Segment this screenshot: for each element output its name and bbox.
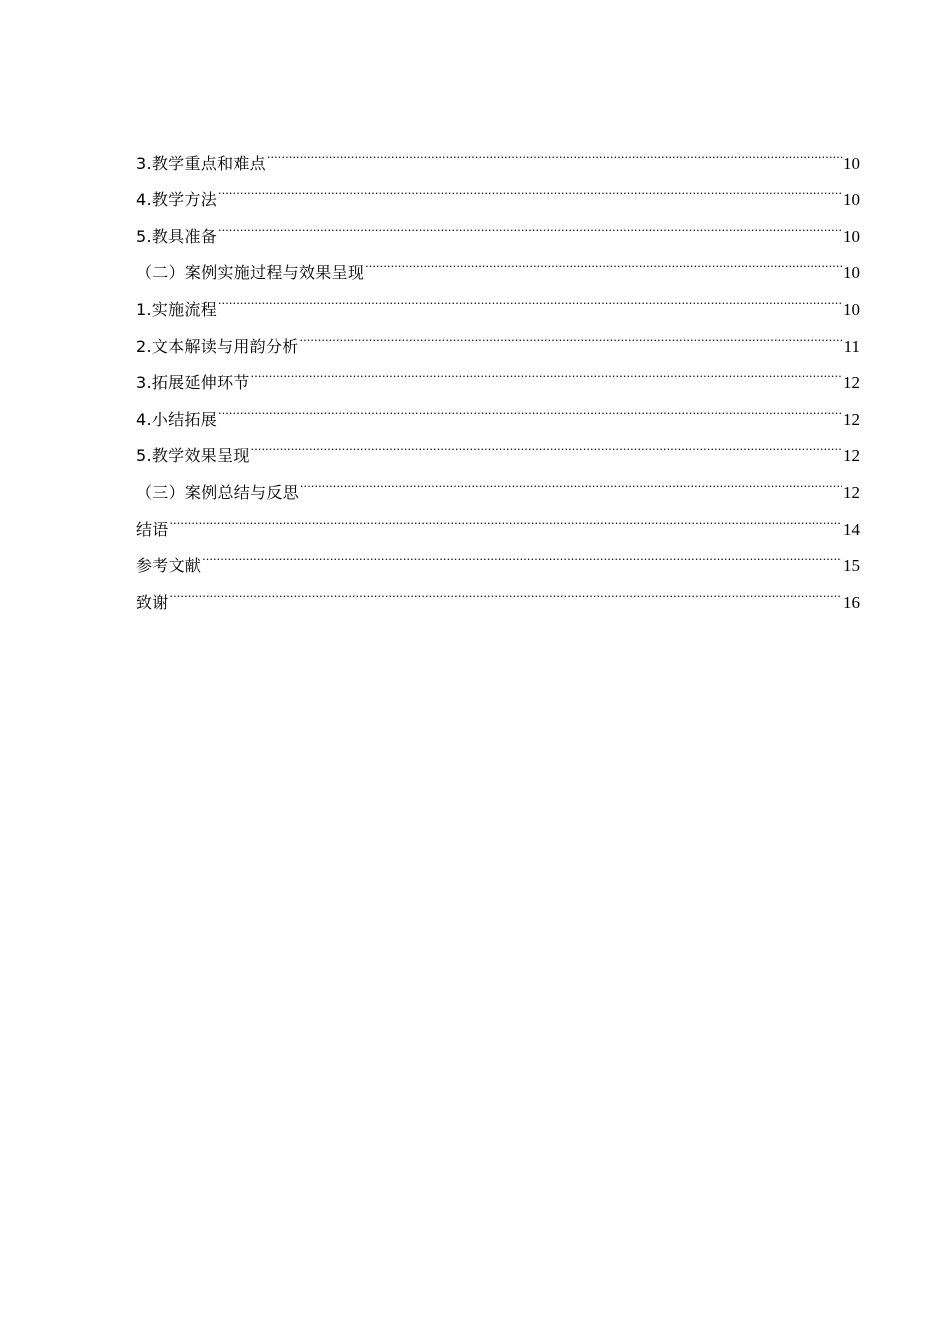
toc-entry-title: 致谢 xyxy=(136,592,169,612)
toc-dot-leader xyxy=(170,571,842,608)
toc-entry-page: 12 xyxy=(843,482,860,502)
toc-entry-page: 10 xyxy=(843,226,860,246)
toc-dot-leader xyxy=(267,132,842,169)
toc-entry[interactable] xyxy=(136,498,860,539)
toc-entry[interactable] xyxy=(136,242,860,283)
toc-dot-leader xyxy=(218,169,842,206)
toc-entry-page: 12 xyxy=(843,409,860,429)
toc-entry-title: 5.教学效果呈现 xyxy=(136,446,250,466)
toc-entry[interactable] xyxy=(136,205,860,246)
toc-entry-title: 3.教学重点和难点 xyxy=(136,153,266,173)
toc-dot-leader xyxy=(300,461,842,498)
toc-entry-page: 12 xyxy=(843,446,860,466)
toc-dot-leader xyxy=(218,205,842,242)
toc-entry-title: 5.教具准备 xyxy=(136,226,218,246)
toc-entry-title: 参考文献 xyxy=(136,556,202,576)
toc-dot-leader xyxy=(300,315,843,352)
toc-dot-leader xyxy=(218,278,842,315)
toc-entry-title: 4.教学方法 xyxy=(136,190,218,210)
toc-entry-page: 15 xyxy=(843,556,860,576)
toc-dot-leader xyxy=(218,388,842,425)
toc-entry[interactable] xyxy=(136,571,860,612)
table-of-contents xyxy=(136,132,860,612)
toc-entry-page: 10 xyxy=(843,299,860,319)
toc-entry-page: 16 xyxy=(843,592,860,612)
toc-entry-title: （三）案例总结与反思 xyxy=(136,482,300,502)
toc-entry-title: 4.小结拓展 xyxy=(136,409,218,429)
toc-entry[interactable] xyxy=(136,535,860,576)
toc-entry-title: 2.文本解读与用韵分析 xyxy=(136,336,299,356)
toc-entry[interactable] xyxy=(136,315,860,356)
toc-entry-title: 1.实施流程 xyxy=(136,299,218,319)
toc-dot-leader xyxy=(251,425,842,462)
toc-entry-page: 10 xyxy=(843,263,860,283)
toc-dot-leader xyxy=(365,242,842,279)
toc-entry-page: 12 xyxy=(843,373,860,393)
toc-entry-page: 10 xyxy=(843,190,860,210)
toc-dot-leader xyxy=(202,535,842,572)
toc-entry[interactable] xyxy=(136,169,860,210)
toc-entry[interactable] xyxy=(136,278,860,319)
toc-entry[interactable] xyxy=(136,425,860,466)
toc-entry-title: 结语 xyxy=(136,519,169,539)
toc-entry-page: 10 xyxy=(843,153,860,173)
toc-entry-title: （二）案例实施过程与效果呈现 xyxy=(136,263,365,283)
toc-entry[interactable] xyxy=(136,388,860,429)
toc-entry-title: 3.拓展延伸环节 xyxy=(136,373,250,393)
toc-entry-page: 11 xyxy=(843,336,860,356)
toc-entry-page: 14 xyxy=(843,519,860,539)
toc-dot-leader xyxy=(251,352,842,389)
toc-dot-leader xyxy=(170,498,842,535)
toc-entry[interactable] xyxy=(136,132,860,173)
